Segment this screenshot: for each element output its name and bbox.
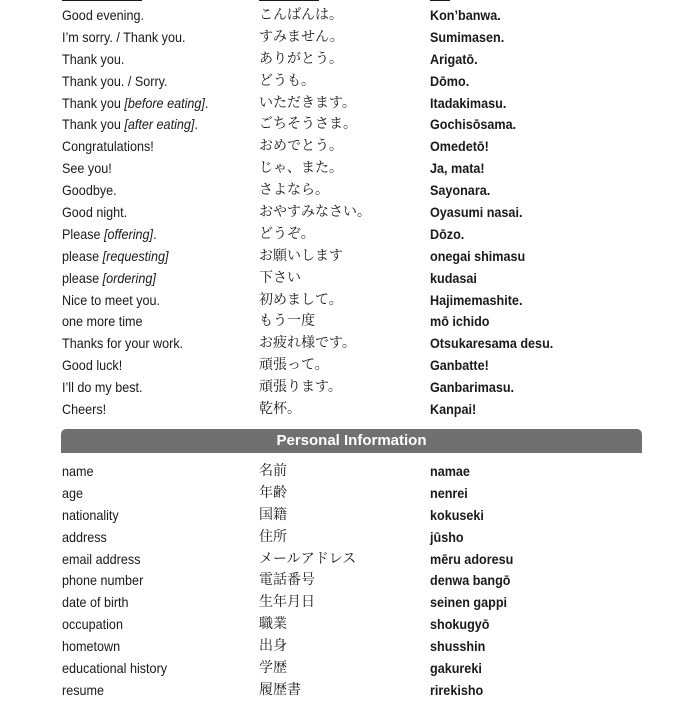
japanese-phrase: 年齢 [259,484,287,501]
romaji-phrase: seinen gappi [430,594,508,611]
english-punctuation: . [153,225,157,242]
english-phrase [62,658,167,680]
romaji-phrase: Kanpai! [430,401,477,418]
english-text: age [62,484,84,501]
japanese-phrase: 頑張って。 [259,357,329,374]
english-phrase [62,570,143,592]
english-phrase [62,614,123,636]
english-text: I’m sorry. / Thank you. [62,28,186,45]
english-phrase [62,399,106,421]
phrase-row [0,680,700,702]
japanese-phrase: じゃ、また。 [259,160,343,177]
romaji-phrase: nenrei [430,484,468,501]
phrase-row [0,180,700,202]
english-phrase [62,636,120,658]
english-phrase [62,246,168,268]
english-text: educational history [62,660,168,677]
phrase-row [0,636,700,658]
phrase-row [0,136,700,158]
english-text: Good evening. [62,7,144,23]
phrase-row [0,224,700,246]
japanese-phrase: ごちそうさま。 [259,116,357,133]
phrase-row [0,614,700,636]
english-phrase [62,527,107,549]
english-text: please [62,247,103,264]
romaji-phrase: kokuseki [430,506,484,523]
english-phrase [62,333,183,355]
phrase-row [0,377,700,399]
phrase-row [0,333,700,355]
english-text: I’ll do my best. [62,379,143,396]
personal-information-list [0,461,700,702]
japanese-phrase: 履歴書 [259,681,301,698]
phrase-row [0,592,700,614]
section-title: Personal Information [276,432,427,449]
japanese-phrase: おめでとう。 [259,138,343,155]
japanese-phrase: 乾杯。 [259,401,301,418]
japanese-phrase: 生年月日 [259,594,315,611]
japanese-phrase: どうぞ。 [259,225,315,242]
japanese-phrase: 国籍 [259,506,287,523]
english-phrase [62,114,198,136]
english-text: nationality [62,506,119,523]
romaji-phrase: shusshin [430,638,486,655]
english-text: one more time [62,313,143,330]
english-phrase [62,5,144,27]
english-phrase [62,268,156,290]
romaji-phrase: Hajimemashite. [430,291,523,308]
japanese-phrase: ありがとう。 [259,50,343,67]
phrase-row [0,549,700,571]
english-phrase [62,136,154,158]
english-phrase [62,505,119,527]
phrase-row [0,49,700,71]
phrase-row [0,246,700,268]
english-phrase [62,461,94,483]
japanese-phrase: お願いします [259,247,343,264]
romaji-phrase: Kon’banwa. [430,7,501,23]
english-text: Cheers! [62,401,107,418]
english-text: Thank you [62,116,125,133]
romaji-phrase: jūsho [430,528,464,545]
english-phrase [62,311,143,333]
phrase-row [0,268,700,290]
english-text: please [62,269,103,286]
phrase-row [0,71,700,93]
japanese-phrase: さよなら。 [259,182,329,199]
romaji-phrase: Omedetō! [430,138,489,155]
romaji-phrase: denwa bangō [430,572,511,589]
english-text: Congratulations! [62,138,154,155]
romaji-phrase: mēru adoresu [430,550,514,567]
english-text: occupation [62,616,123,633]
phrase-row [0,290,700,312]
english-phrase [62,290,160,312]
phrase-row [0,158,700,180]
usage-note: [ordering] [102,269,156,286]
phrase-row [0,202,700,224]
phrase-row [0,5,700,27]
japanese-phrase: 下さい [259,269,301,286]
phrase-row [0,93,700,115]
romaji-phrase: Ganbarimasu. [430,379,515,396]
romaji-phrase: Oyasumi nasai. [430,204,523,221]
english-text: resume [62,681,105,698]
section-header-personal-information [61,429,642,453]
english-phrase [62,180,117,202]
english-phrase [62,158,112,180]
japanese-phrase: メールアドレス [259,550,357,567]
phrase-row [0,27,700,49]
phrase-row [0,570,700,592]
japanese-phrase: すみません。 [259,28,344,45]
english-text: Nice to meet you. [62,291,161,308]
english-text: Thanks for your work. [62,335,184,352]
japanese-phrase: 初めまして。 [259,291,343,308]
japanese-phrase: 住所 [259,528,287,545]
japanese-phrase: 名前 [259,463,287,479]
phrase-row [0,311,700,333]
english-phrase [62,27,185,49]
usage-note: [requesting] [102,247,169,264]
japanese-phrase: おやすみなさい。 [259,204,371,221]
english-text: Goodbye. [62,182,117,199]
english-phrase [62,483,83,505]
japanese-phrase: どうも。 [259,72,315,89]
english-phrase [62,680,104,702]
japanese-phrase: こんばんは。 [259,7,343,23]
english-text: Good luck! [62,357,123,374]
japanese-phrase: 学歴 [259,660,287,677]
romaji-phrase: kudasai [430,269,477,286]
english-text: name [62,463,94,479]
romaji-phrase: Arigatō. [430,50,478,67]
romaji-phrase: rirekisho [430,681,484,698]
greetings-list [0,5,700,421]
english-text: phone number [62,572,144,589]
romaji-phrase: Dōmo. [430,72,470,89]
phrase-row [0,505,700,527]
romaji-phrase: mō ichido [430,313,490,330]
phrase-row [0,483,700,505]
romaji-phrase: shokugyō [430,616,490,633]
japanese-phrase: いただきます。 [259,94,356,111]
english-phrase [62,549,140,571]
english-phrase [62,592,129,614]
romaji-phrase: Ja, mata! [430,160,485,177]
romaji-phrase: Otsukaresama desu. [430,335,554,352]
english-punctuation: . [194,116,198,133]
romaji-phrase: onegai shimasu [430,247,526,264]
romaji-phrase: Gochisōsama. [430,116,517,133]
english-text: date of birth [62,594,129,611]
romaji-phrase: Sayonara. [430,182,491,199]
english-phrase [62,377,143,399]
japanese-phrase: 職業 [259,616,287,633]
cut-off-text-fragment [430,0,450,1]
cut-off-text-fragment [259,0,319,1]
japanese-phrase: もう一度 [259,313,315,330]
english-phrase [62,49,124,71]
english-phrase [62,93,208,115]
phrase-row [0,114,700,136]
cut-off-text-fragment [62,0,142,1]
phrase-row [0,658,700,680]
romaji-phrase: namae [430,463,470,479]
usage-note: [offering] [104,225,154,242]
phrase-row [0,399,700,421]
english-punctuation: . [204,94,209,111]
usage-note: [before eating] [124,94,205,111]
english-text: Thank you [62,94,125,111]
phrase-row [0,527,700,549]
japanese-phrase: お疲れ様です。 [259,335,356,352]
romaji-phrase: Ganbatte! [430,357,489,374]
english-text: Thank you. / Sorry. [62,72,168,89]
usage-note: [after eating] [124,116,195,133]
english-text: email address [62,550,141,567]
english-phrase [62,202,127,224]
romaji-phrase: gakureki [430,660,482,677]
english-text: Please [62,225,105,242]
english-text: Thank you. [62,50,125,67]
japanese-phrase: 電話番号 [259,572,315,589]
romaji-phrase: Dōzo. [430,225,465,242]
phrase-row [0,461,700,483]
english-phrase [62,71,168,93]
english-text: Good night. [62,204,128,221]
japanese-phrase: 頑張ります。 [259,379,342,396]
english-phrase [62,224,157,246]
romaji-phrase: Sumimasen. [430,28,505,45]
phrase-row [0,355,700,377]
english-text: See you! [62,160,112,177]
english-text: hometown [62,638,121,655]
english-phrase [62,355,122,377]
romaji-phrase: Itadakimasu. [430,94,507,111]
english-text: address [62,528,107,545]
japanese-phrase: 出身 [259,638,287,655]
